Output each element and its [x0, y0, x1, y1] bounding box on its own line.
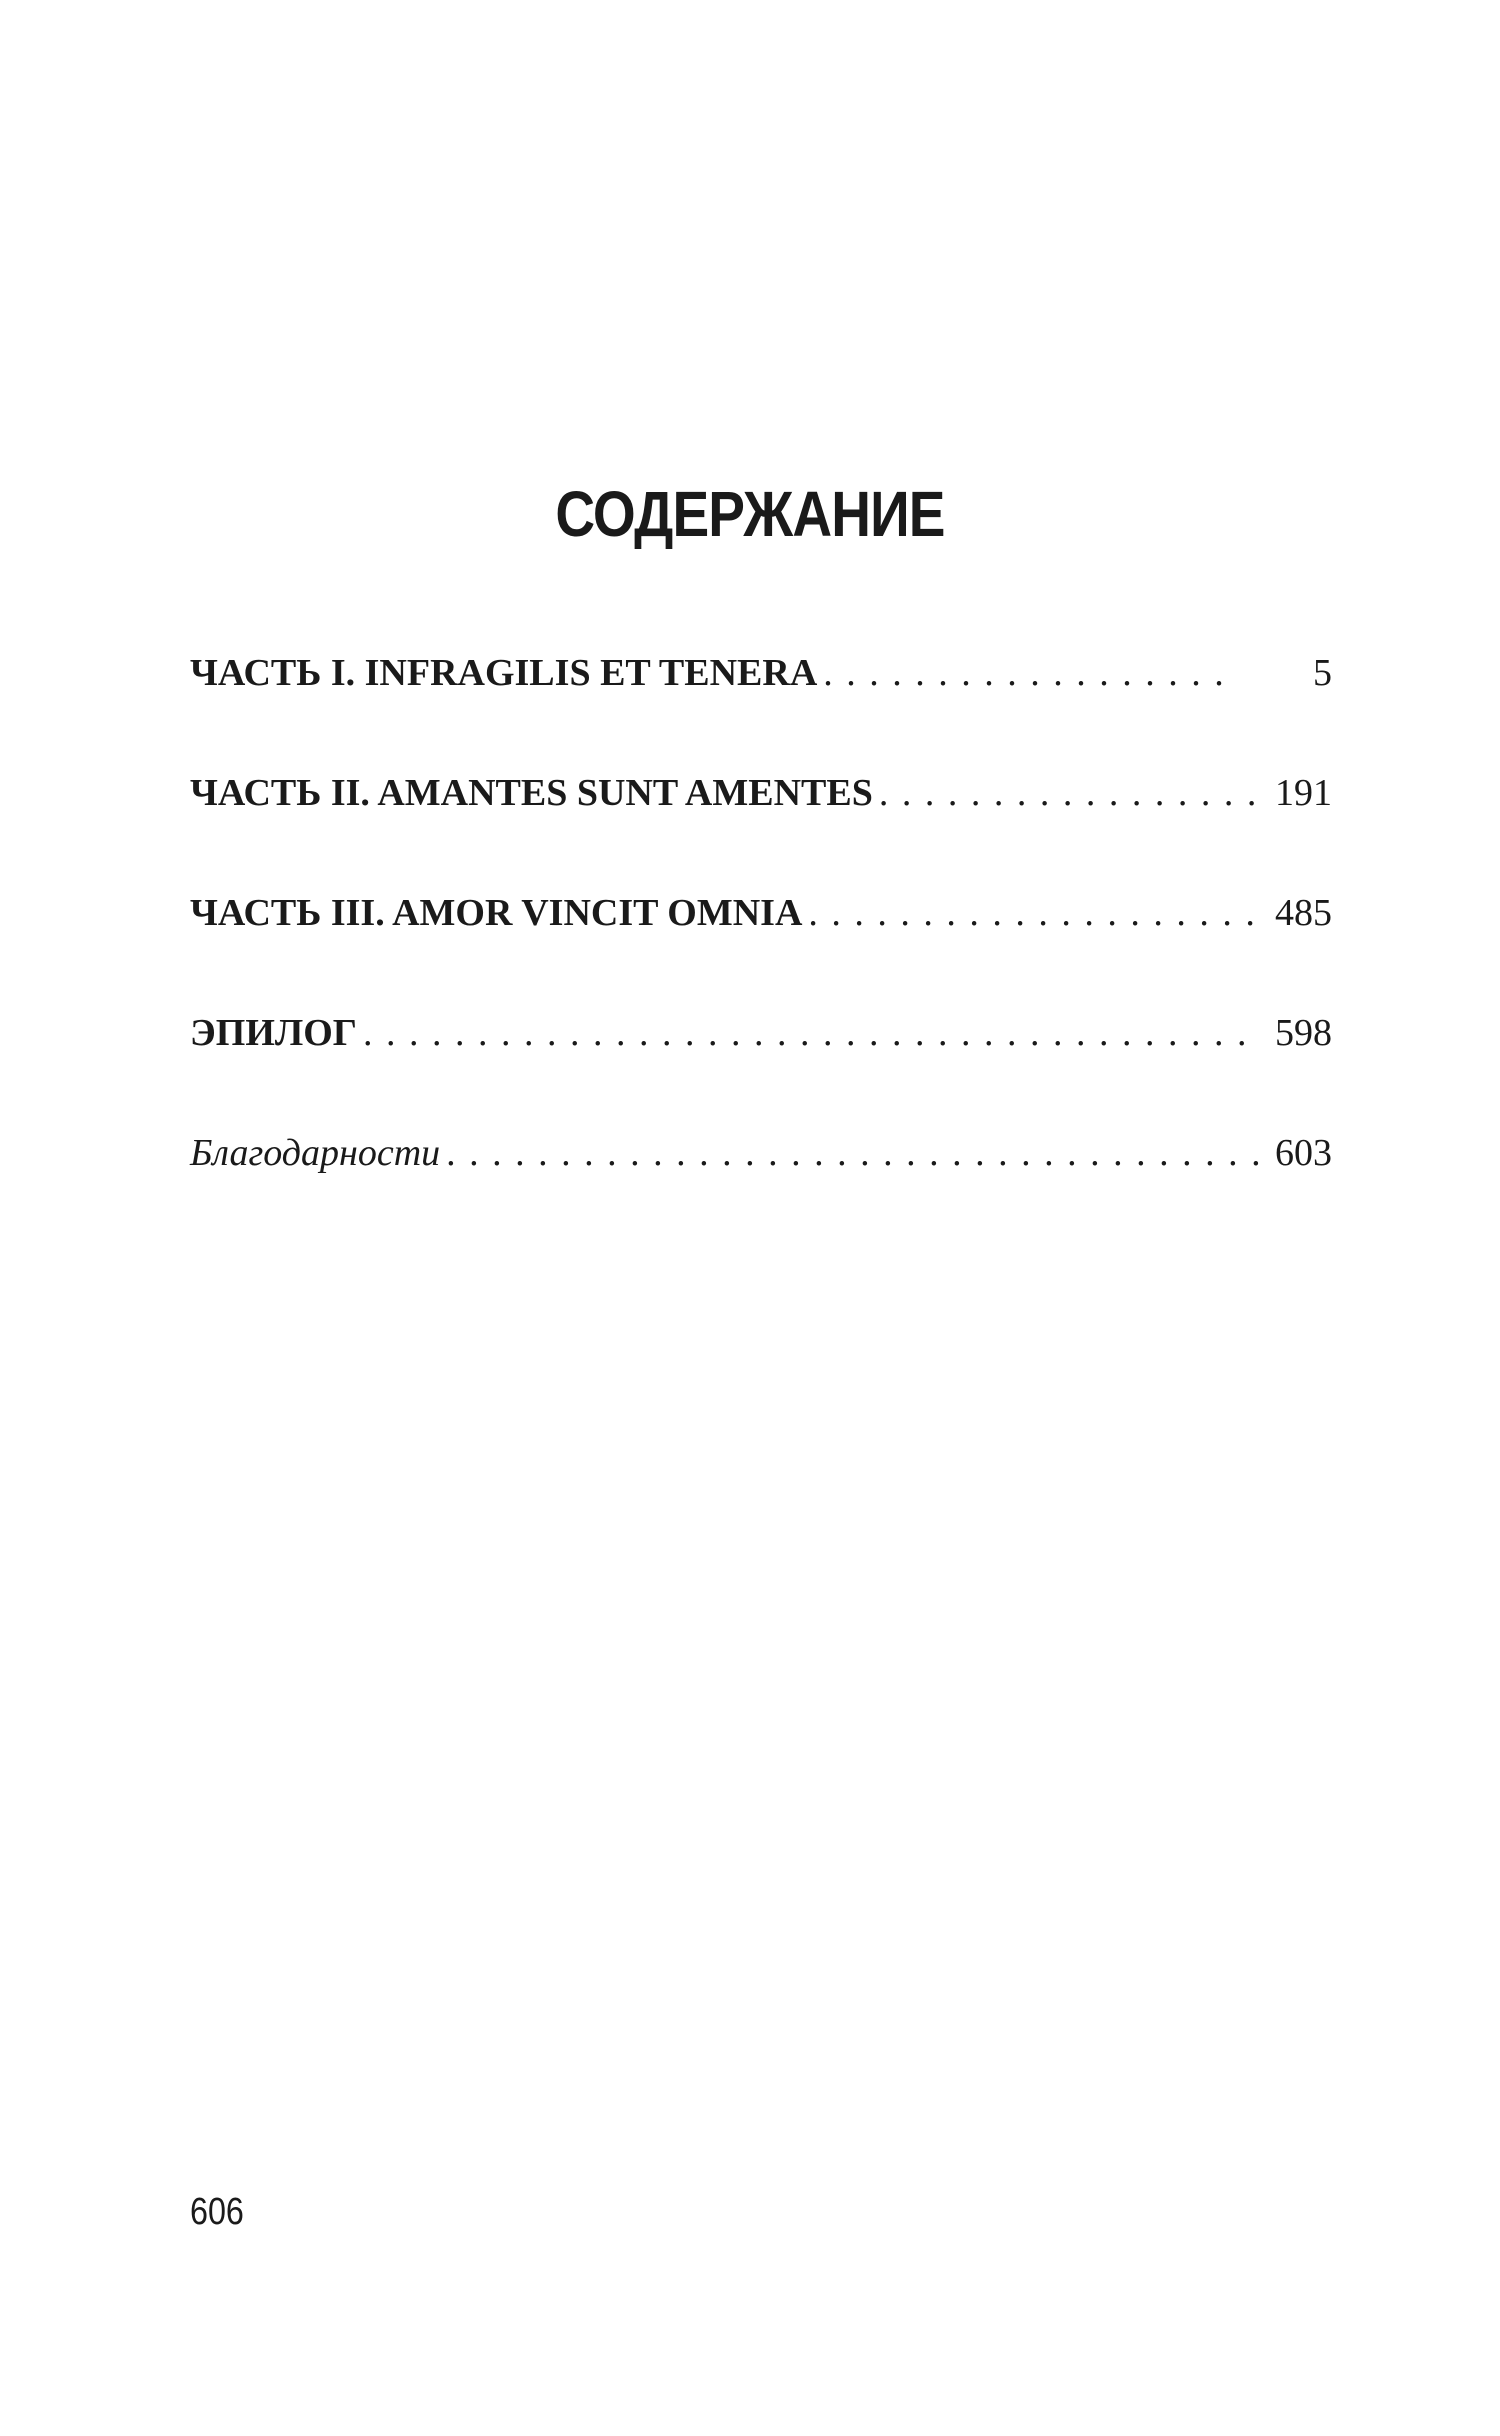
- toc-entry-part-2[interactable]: [190, 765, 1332, 885]
- toc-entry-label: ЧАСТЬ I. INFRAGILIS ET TENERA: [190, 652, 818, 694]
- toc-entry-page-number: 191: [1275, 772, 1332, 814]
- dot-leader: [808, 885, 1262, 941]
- dot-leader: [446, 1125, 1262, 1181]
- toc-entry-page-number: 5: [1313, 652, 1332, 694]
- toc-entry-epilogue[interactable]: [190, 1005, 1332, 1125]
- toc-entry-label: ЧАСТЬ III. AMOR VINCIT OMNIA: [190, 892, 803, 934]
- page-title: СОДЕРЖАНИЕ: [555, 478, 945, 550]
- toc-entry-page-number: 598: [1275, 1012, 1332, 1054]
- dot-leader: [363, 1005, 1262, 1061]
- toc-entry-part-1[interactable]: [190, 645, 1332, 765]
- dot-leader: [879, 765, 1262, 821]
- toc-entry-label: Благодарности: [190, 1132, 441, 1174]
- toc-entry-page-number: 485: [1275, 892, 1332, 934]
- table-of-contents: [190, 645, 1332, 1245]
- toc-entry-label: ЧАСТЬ II. AMANTES SUNT AMENTES: [190, 772, 873, 814]
- page-number: 606: [190, 2191, 244, 2233]
- toc-entry-label: ЭПИЛОГ: [190, 1012, 357, 1054]
- toc-entry-acknowledgements[interactable]: [190, 1125, 1332, 1245]
- toc-entry-part-3[interactable]: [190, 885, 1332, 1005]
- dot-leader: [823, 645, 1224, 701]
- toc-entry-page-number: 603: [1275, 1132, 1332, 1174]
